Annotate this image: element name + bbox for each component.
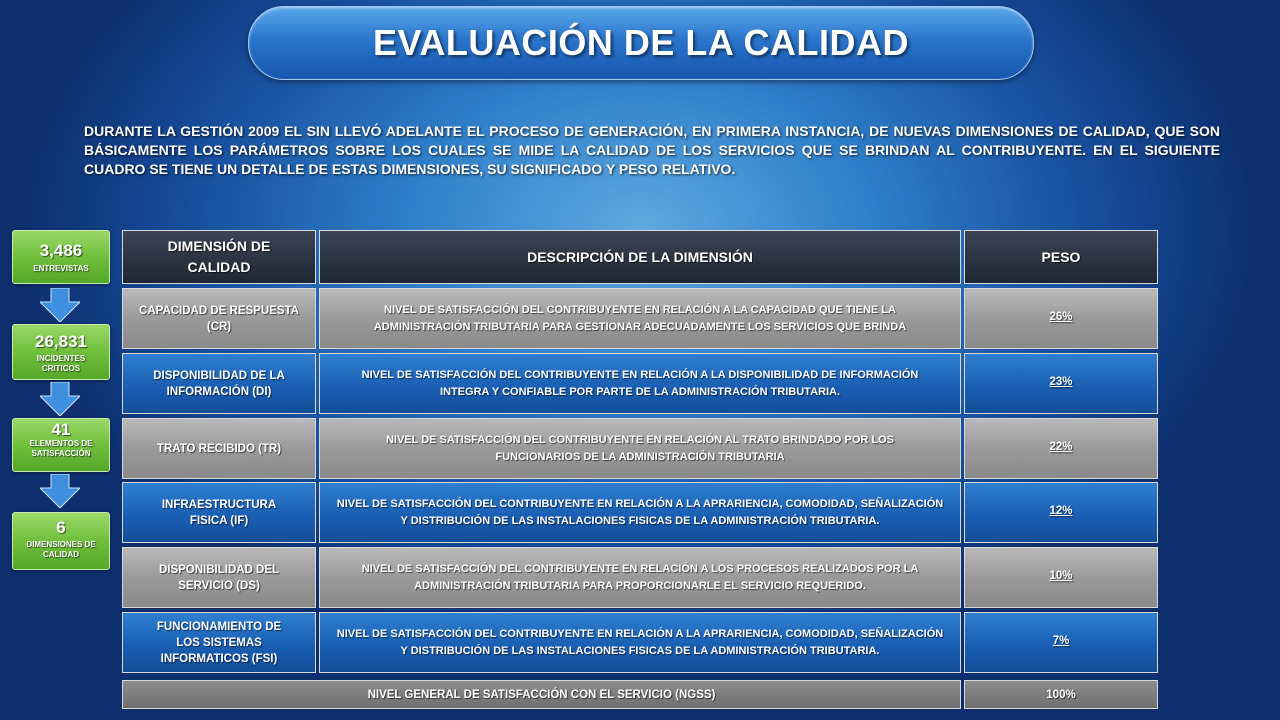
flow-box-elementos: [12, 418, 110, 472]
header-weight: PESO: [964, 230, 1158, 284]
flow-label: ENTREVISTAS: [33, 264, 89, 273]
header-dimension-label: DIMENSIÓN DE CALIDAD: [167, 238, 271, 275]
dimension-text: TRATO RECIBIDO (TR): [156, 442, 282, 455]
table-row-dimension: [122, 547, 316, 608]
flow-box-incidentes: [12, 324, 110, 380]
table-row-dimension: [122, 353, 316, 414]
flow-value: 3,486: [39, 241, 83, 260]
table-row-description: [319, 612, 961, 673]
table-row-description: [319, 418, 961, 479]
flow-value: 41: [51, 420, 71, 439]
total-label: NIVEL GENERAL DE SATISFACCIÓN CON EL SERVICIO (NGSS): [122, 680, 961, 709]
table-row-weight: 23%: [964, 353, 1158, 414]
header-description: DESCRIPCIÓN DE LA DIMENSIÓN: [319, 230, 961, 284]
table-row-dimension: [122, 418, 316, 479]
description-text: NIVEL DE SATISFACCIÓN DEL CONTRIBUYENTE EN RELACIÓN A LA DISPONIBILIDAD DE INFORMACIÓN INTEGRA Y CONFIABLE POR PARTE DE LA ADMINISTRACIÓN TRIBUTARIA.: [361, 368, 919, 398]
flow-value: 6: [56, 518, 66, 537]
table-row-weight: 10%: [964, 547, 1158, 608]
page-title: EVALUACIÓN DE LA CALIDAD: [373, 22, 909, 63]
title-banner: [248, 6, 1034, 80]
description-text: NIVEL DE SATISFACCIÓN DEL CONTRIBUYENTE EN RELACIÓN A LA APRARIENCIA, COMODIDAD, SEÑALIZACIÓN Y DISTRIBUCIÓN DE LAS INSTALACIONES FISICAS DE LA ADMINISTRACIÓN TRIBUTARIA.: [336, 497, 944, 527]
description-text: NIVEL DE SATISFACCIÓN DEL CONTRIBUYENTE EN RELACIÓN A LA APRARIENCIA, COMODIDAD, SEÑALIZACIÓN Y DISTRIBUCIÓN DE LAS INSTALACIONES FISICAS DE LA ADMINISTRACIÓN TRIBUTARIA.: [336, 627, 944, 657]
flow-label: INCIDENTES CRITICOS: [36, 354, 86, 373]
table-row-weight: 26%: [964, 288, 1158, 349]
table-row-weight: 12%: [964, 482, 1158, 543]
down-arrow-icon: [40, 382, 80, 416]
flow-label: DIMENSIONES DE CALIDAD: [26, 540, 96, 559]
dimension-text: INFRAESTRUCTURA FISICA (IF): [161, 498, 277, 527]
intro-paragraph: DURANTE LA GESTIÓN 2009 EL SIN LLEVÓ ADELANTE EL PROCESO DE GENERACIÓN, EN PRIMERA INSTANCIA, DE NUEVAS DIMENSIONES DE CALIDAD, QUE SON BÁSICAMENTE LOS PARÁMETROS SOBRE LOS CUALES SE MIDE LA CALIDAD DE LOS SERVICIOS QUE SE BRINDAN AL CONTRIBUYENTE. EN EL SIGUIENTE CUADRO SE TIENE UN DETALLE DE ESTAS DIMENSIONES, SU SIGNIFICADO Y PESO RELATIVO.: [84, 123, 1220, 177]
table-row-description: [319, 353, 961, 414]
table-row-dimension: [122, 482, 316, 543]
table-row-description: [319, 482, 961, 543]
table-row-dimension: [122, 612, 316, 673]
description-text: NIVEL DE SATISFACCIÓN DEL CONTRIBUYENTE EN RELACIÓN A LOS PROCESOS REALIZADOS POR LA ADMINISTRACIÓN TRIBUTARIA PARA PROPORCIONARLE EL SERVICIO REQUERIDO.: [361, 562, 919, 592]
flow-label: ELEMENTOS DE SATISFACCIÓN: [29, 439, 93, 458]
table-row-weight: 22%: [964, 418, 1158, 479]
table-row-weight: 7%: [964, 612, 1158, 673]
flow-box-entrevistas: [12, 230, 110, 284]
flow-box-dimensiones: [12, 512, 110, 570]
table-row-dimension: [122, 288, 316, 349]
table-row-description: [319, 288, 961, 349]
flow-value: 26,831: [35, 332, 87, 351]
description-text: NIVEL DE SATISFACCIÓN DEL CONTRIBUYENTE EN RELACIÓN A LA CAPACIDAD QUE TIENE LA ADMINISTRACIÓN TRIBUTARIA PARA GESTIONAR ADECUADAMENTE LOS SERVICIOS QUE BRINDA: [373, 303, 907, 333]
table-row-description: [319, 547, 961, 608]
header-dimension: [122, 230, 316, 284]
dimension-text: FUNCIONAMIENTO DE LOS SISTEMAS INFORMATICOS (FSI): [156, 620, 282, 665]
down-arrow-icon: [40, 288, 80, 322]
down-arrow-icon: [40, 474, 80, 508]
dimension-text: DISPONIBILIDAD DE LA INFORMACIÓN (DI): [153, 369, 285, 398]
total-weight: 100%: [964, 680, 1158, 709]
dimension-text: DISPONIBILIDAD DEL SERVICIO (DS): [158, 563, 280, 592]
description-text: NIVEL DE SATISFACCIÓN DEL CONTRIBUYENTE EN RELACIÓN AL TRATO BRINDADO POR LOS FUNCIONARIOS DE LA ADMINISTRACIÓN TRIBUTARIA: [385, 433, 895, 463]
dimension-text: CAPACIDAD DE RESPUESTA (CR): [139, 304, 299, 333]
